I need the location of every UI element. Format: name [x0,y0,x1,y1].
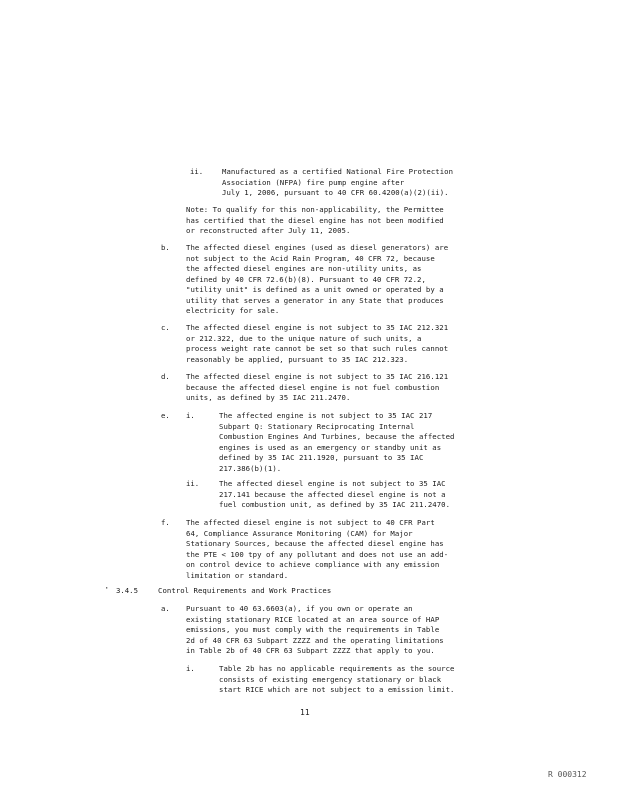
item-e-label: e. [161,411,170,420]
item-d-label: d. [161,372,170,381]
item-ii-line-3: July 1, 2006, pursuant to 40 CFR 60.4200(a)(2)(ii). [222,188,449,197]
item-b-line-4: defined by 40 CFR 72.6(b)(8). Pursuant to 40 CFR 72.2, [186,274,426,284]
margin-mark: · [104,584,110,594]
item-e-i-line-2: Subpart Q: Stationary Reciprocating Internal [219,421,415,431]
section-item-a-i-line-3: start RICE which are not subject to a emission limit. [219,685,455,694]
item-b-label: b. [161,243,170,252]
item-f-line-3: Stationary Sources, because the affected diesel engine has [186,539,444,548]
item-d-line-2: because the affected diesel engine is not fuel combustion [186,382,440,392]
item-b-line-7: electricity for sale. [186,306,280,315]
section-item-a-i-label: i. [186,664,195,673]
item-c-label: c. [161,323,170,332]
section-item-a-line-2: existing stationary RICE located at an area source of HAP [186,614,440,624]
item-e-i-line-5: defined by 35 IAC 211.1920, pursuant to 35 IAC [219,453,424,462]
item-b-line-1: The affected diesel engines (used as diesel generators) are [186,243,449,252]
section-item-a-line-4: 2d of 40 CFR 63 Subpart ZZZZ and the operating limitations [186,635,444,645]
item-f-line-5: on control device to achieve compliance with any emission [186,560,440,569]
section-number: 3.4.5 [116,586,138,595]
item-ii-label: ii. [190,167,204,176]
item-e-i-label: i. [186,411,195,420]
section-item-a-line-3: emissions, you must comply with the requirements in Table [186,625,440,634]
item-c-line-2: or 212.322, due to the unique nature of such units, a [186,333,422,343]
item-b-line-3: the affected diesel engines are non-utility units, as [186,264,422,273]
item-e-i-line-6: 217.386(b)(1). [219,463,282,473]
item-c-line-4: reasonably be applied, pursuant to 35 IAC 212.323. [186,354,409,364]
section-item-a-i-line-2: consists of existing emergency stationary or black [219,674,442,684]
item-f-line-4: the PTE < 100 tpy of any pollutant and does not use an add- [186,549,449,559]
item-e-ii-line-3: fuel combustion unit, as defined by 35 IAC 211.2470. [219,500,451,509]
item-e-i-line-1: The affected engine is not subject to 35 IAC 217 [219,411,433,420]
note-line-3: or reconstructed after July 11, 2005. [186,226,351,235]
item-e-ii-label: ii. [186,479,200,488]
note-line-2: has certified that the diesel engine has not been modified [186,215,444,225]
item-d-line-3: units, as defined by 35 IAC 211.2470. [186,393,351,402]
item-e-i-line-3: Combustion Engines And Turbines, because the affected [219,432,455,441]
item-d-line-1: The affected diesel engine is not subject to 35 IAC 216.121 [186,372,449,381]
item-f-label: f. [161,518,170,527]
section-title: Control Requirements and Work Practices [158,586,332,595]
item-b-line-5: "utility unit" is defined as a unit owned or operated by a [186,285,444,294]
bates-number: R 000312 [548,770,587,779]
section-item-a-line-5: in Table 2b of 40 CFR 63 Subpart ZZZZ that apply to you. [186,646,435,655]
section-item-a-i-line-1: Table 2b has no applicable requirements as the source [219,664,455,673]
item-c-line-1: The affected diesel engine is not subject to 35 IAC 212.321 [186,323,449,332]
item-ii-line-1: Manufactured as a certified National Fire Protection [222,167,454,176]
item-c-line-3: process weight rate cannot be set so that such rules cannot [186,344,449,353]
item-f-line-1: The affected diesel engine is not subject to 40 CFR Part [186,518,435,527]
section-item-a-line-1: Pursuant to 40 63.6603(a), if you own or operate an [186,604,413,613]
section-item-a-label: a. [161,604,170,613]
item-b-line-2: not subject to the Acid Rain Program, 40 CFR 72, because [186,253,435,263]
item-e-ii-line-2: 217.141 because the affected diesel engine is not a [219,489,446,499]
item-e-ii-line-1: The affected diesel engine is not subject to 35 IAC [219,479,446,488]
item-ii-line-2: Association (NFPA) fire pump engine after [222,177,405,187]
item-b-line-6: utility that serves a generator in any State that produces [186,295,444,305]
item-f-line-6: limitation or standard. [186,570,289,580]
item-f-line-2: 64, Compliance Assurance Monitoring (CAM) for Major [186,528,413,538]
item-e-i-line-4: engines is used as an emergency or standby unit as [219,442,442,452]
note-line-1: Note: To qualify for this non-applicability, the Permittee [186,205,444,214]
page-number: 11 [300,708,310,717]
